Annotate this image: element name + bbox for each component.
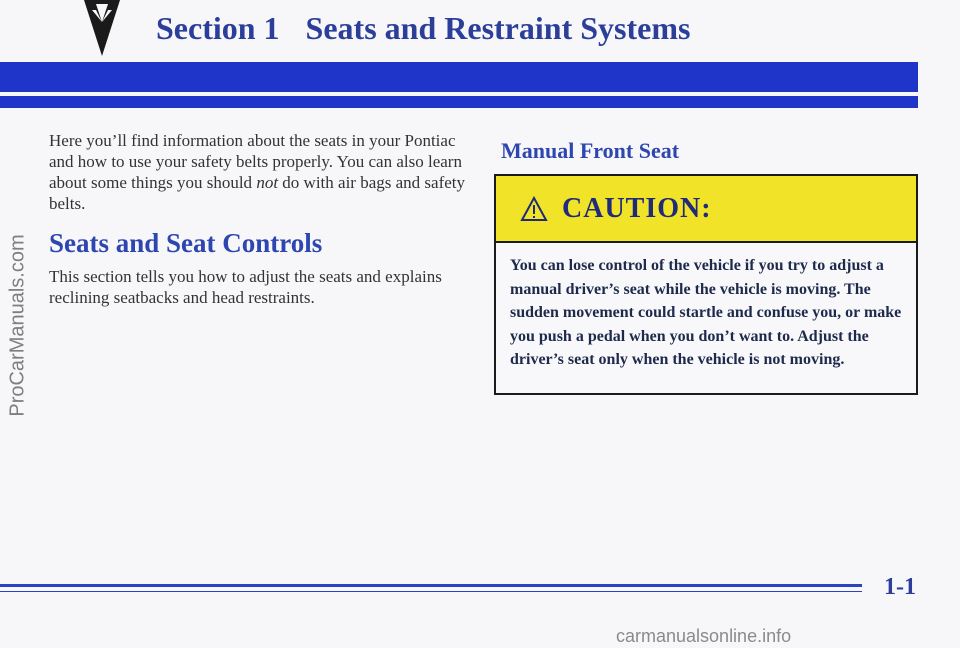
caution-box bbox=[494, 174, 918, 395]
intro-paragraph bbox=[49, 130, 469, 214]
brand-watermark-text: ProCarManuals.com bbox=[6, 233, 29, 417]
caution-text: You can lose control of the vehicle if you try to adjust a manual driver’s seat while the vehicle is moving. The sudden movement could startle and confuse you, or make you push a pedal when you don’t want to. Adjust the driver’s seat only when the vehicle is not moving. bbox=[510, 257, 902, 368]
section-title-text: Seats and Restraint Systems bbox=[305, 10, 691, 46]
page-title bbox=[156, 10, 690, 47]
footer-rule-thin bbox=[0, 591, 862, 592]
pontiac-logo-icon bbox=[82, 0, 122, 56]
header-band bbox=[0, 62, 918, 92]
section-number: Section 1 bbox=[156, 10, 280, 46]
header-band-thin bbox=[0, 96, 918, 108]
intro-emphasis: not bbox=[256, 173, 279, 192]
warning-triangle-icon bbox=[520, 196, 548, 222]
seats-paragraph: This section tells you how to adjust the seats and explains reclining seatbacks and head restraints. bbox=[49, 267, 442, 307]
caution-label: CAUTION: bbox=[562, 193, 712, 224]
caution-header bbox=[496, 176, 916, 243]
footer-watermark: carmanualsonline.info bbox=[616, 626, 792, 646]
seats-heading: Seats and Seat Controls bbox=[49, 228, 323, 258]
intro-text-1: Here you’ll find information about the seats in your Pontiac and how to use your safety belts properly. You can also learn about some things you should bbox=[49, 131, 462, 192]
manual-seat-heading: Manual Front Seat bbox=[501, 138, 680, 163]
page-number: 1-1 bbox=[884, 574, 916, 600]
brand-watermark bbox=[1, 150, 35, 500]
intro-text-2: do with air bags and safety belts. bbox=[49, 173, 465, 213]
footer-rule bbox=[0, 584, 862, 587]
